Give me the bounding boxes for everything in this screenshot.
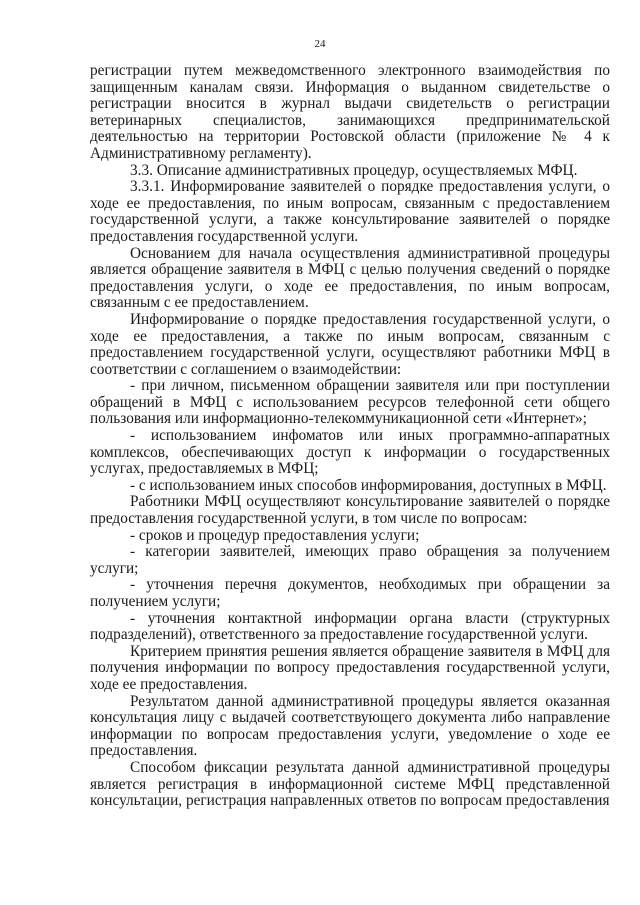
paragraph: Работники МФЦ осуществляют консультирование заявителей о порядке предоставления государственной услуги, в том числе по вопросам: <box>90 493 610 528</box>
paragraph: Основанием для начала осуществления административной процедуры является обращение заявителя в МФЦ с целью получения сведений о порядке предоставления услуги, о ходе ее предоставления, по иным вопросам, связанным с ее предоставлением. <box>90 244 610 312</box>
paragraph: - уточнения перечня документов, необходимых при обращении за получением услуги; <box>90 576 610 610</box>
paragraph: - при личном, письменном обращении заявителя или при поступлении обращений в МФЦ с использованием ресурсов телефонной сети общего пользования или информационно-телекоммуникационной сети «Интернет»; <box>90 377 610 428</box>
paragraph: - с использованием иных способов информирования, доступных в МФЦ. <box>130 476 607 494</box>
paragraph: 3.3. Описание административных процедур, осуществляемых МФЦ. <box>130 161 578 179</box>
body-text <box>90 63 610 810</box>
paragraph: Результатом данной административной процедуры является оказанная консультация лицу с выдачей соответствующего документа либо направление информации по вопросам предоставления услуги, уведомление о ходе ее предоставления. <box>90 692 610 760</box>
paragraph: - использованием инфоматов или иных программно-аппаратных комплексов, обеспечивающих доступ к информации о государственных услугах, предоставляемых в МФЦ; <box>90 427 610 478</box>
paragraph: - категории заявителей, имеющих право обращения за получением услуги; <box>90 543 610 577</box>
paragraph: - уточнения контактной информации органа власти (структурных подразделений), ответственного за предоставление государственной услуги. <box>90 609 610 644</box>
paragraph: Критерием принятия решения является обращение заявителя в МФЦ для получения информации по вопросу предоставления государственной услуги, ходе ее предоставления. <box>90 642 610 693</box>
paragraph: 3.3.1. Информирование заявителей о порядке предоставления услуги, о ходе ее предоставления, по иным вопросам, связанным с предоставлением государственной услуги, а также консультирование заявителей о порядке предоставления государственной услуги. <box>90 178 610 245</box>
paragraph: Способом фиксации результата данной административной процедуры является регистрация в информационной системе МФЦ представленной консультации, регистрация направленных ответов по вопросам предоставления <box>90 758 610 810</box>
page-number: 24 <box>314 38 326 50</box>
paragraph: регистрации путем межведомственного электронного взаимодействия по защищенным каналам связи. Информация о выданном свидетельстве о регистрации вносится в журнал выдачи свидетельств о регистрации ветеринарных специалистов, занимающихся предпринимательской деятельностью на территории Ростовской области (приложение № 4 к Административному регламенту). <box>90 62 610 162</box>
paragraph: Информирование о порядке предоставления государственной услуги, о ходе ее предоставления, а также по иным вопросам, связанным с предоставлением государственной услуги, осуществляют работники МФЦ в соответствии с соглашением о взаимодействии: <box>90 310 610 378</box>
paragraph: - сроков и процедур предоставления услуги; <box>130 526 420 544</box>
